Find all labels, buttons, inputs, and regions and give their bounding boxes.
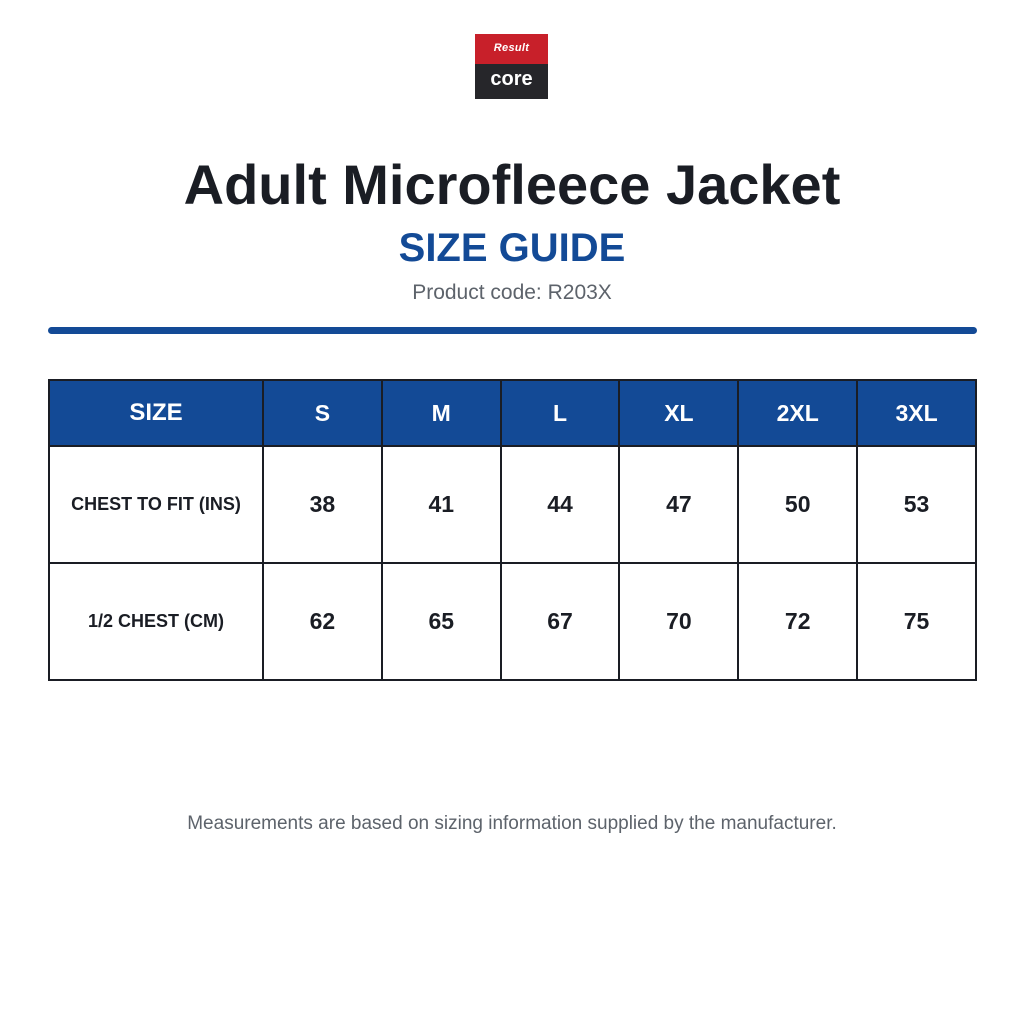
brand-logo (475, 34, 548, 99)
table-header-row (49, 380, 976, 446)
table-cell: 72 (738, 563, 857, 680)
table-cell: 70 (619, 563, 738, 680)
header-cell-3xl: 3XL (857, 380, 976, 446)
table-cell: 41 (382, 446, 501, 563)
logo-result-text: Result (475, 34, 548, 64)
table-cell: 67 (501, 563, 620, 680)
table-cell: 65 (382, 563, 501, 680)
table-cell: 44 (501, 446, 620, 563)
header-cell-size: SIZE (49, 380, 263, 446)
table-cell: 38 (263, 446, 382, 563)
logo-core-text: core (475, 64, 548, 99)
footer-note: Measurements are based on sizing information supplied by the manufacturer. (187, 813, 837, 834)
table-row (49, 446, 976, 563)
row-label-half-chest-cm: 1/2 CHEST (CM) (49, 563, 263, 680)
header-divider (48, 327, 977, 334)
table-cell: 47 (619, 446, 738, 563)
table-cell: 53 (857, 446, 976, 563)
header-cell-s: S (263, 380, 382, 446)
header-cell-xl: XL (619, 380, 738, 446)
page-subtitle: SIZE GUIDE (398, 226, 626, 270)
table-row (49, 563, 976, 680)
row-label-chest-ins: CHEST TO FIT (INS) (49, 446, 263, 563)
table-cell: 75 (857, 563, 976, 680)
size-table (48, 379, 977, 681)
header-cell-l: L (501, 380, 620, 446)
table-cell: 50 (738, 446, 857, 563)
page-title: Adult Microfleece Jacket (183, 153, 841, 216)
header-cell-2xl: 2XL (738, 380, 857, 446)
header-cell-m: M (382, 380, 501, 446)
product-code: Product code: R203X (412, 281, 612, 304)
table-cell: 62 (263, 563, 382, 680)
